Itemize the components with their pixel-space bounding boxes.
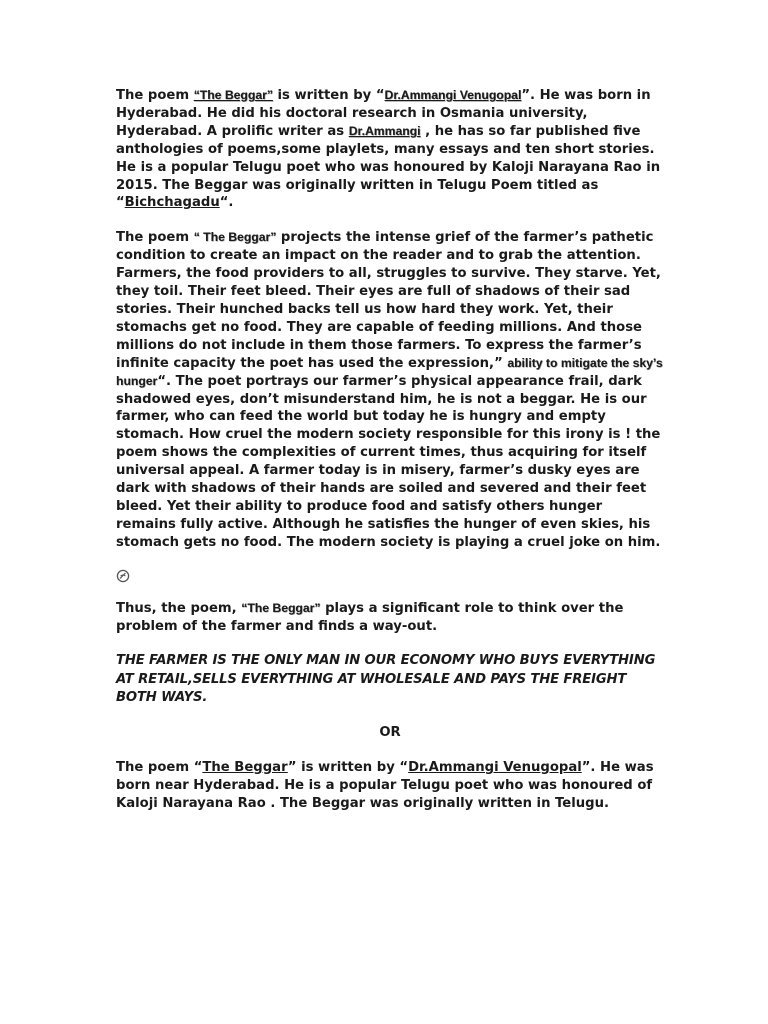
text-run: ”. He was born in Hyderabad. He did his doctoral research in Osmania university, Hyderabad. A prolific writer as — [116, 88, 651, 139]
document-page — [116, 87, 664, 813]
text-run: projects the intense grief of the farmer’s pathetic condition to create an impact on the reader and to grab the attention. Farmers, the food providers to all, struggles to survive. They starve. Yet, they toil. Their feet bleed. Their eyes are full of shadows of their sad stories. Their hunched backs tell us how hard they work. Yet, their stomachs get no food. They are capable of feeding millions. And those millions do not include in them those farmers. To express the farmer’s infinite capacity the poet has used the expression,” — [116, 230, 661, 371]
poem-title: “The Beggar” — [241, 600, 321, 615]
poem-title: “The Beggar” — [193, 88, 273, 102]
text-run: is written by “ — [272, 88, 385, 103]
text-run: The poem “ — [116, 759, 203, 775]
text-run: The poem — [116, 230, 194, 246]
broken-image-icon — [116, 569, 130, 583]
or-separator: OR — [379, 724, 401, 740]
text-run: ”. He was born near Hyderabad. He is a popular Telugu poet who was honoured of Kaloji Narayana Rao . The Beggar was originally written in Telugu. — [116, 759, 654, 811]
text-run: ” is written by “ — [287, 759, 409, 775]
poem-title: “ The Beggar” — [193, 230, 277, 245]
paragraph-intro — [116, 87, 664, 212]
icon-row — [116, 568, 664, 586]
paragraph-alternate — [116, 759, 664, 813]
text-run: plays a significant role to think over the problem of the farmer and finds a way-out. — [116, 600, 624, 634]
text-run: , he has so far published five anthologies of poems,some playlets, many essays and ten short stories. He is a popular Telugu poet who was honoured by Kaloji Narayana Rao in 2015. The Beggar was originally written in Telugu Poem titled as “ — [116, 123, 661, 211]
paragraph-analysis — [116, 229, 664, 551]
author-short-name: Dr.Ammangi — [348, 123, 421, 138]
text-run: The poem — [116, 88, 194, 103]
text-run: Thus, the poem, — [116, 600, 242, 616]
poem-title: The Beggar — [202, 759, 288, 775]
farmer-quote: THE FARMER IS THE ONLY MAN IN OUR ECONOMY WHO BUYS EVERYTHING AT RETAIL,SELLS EVERYTHING AT WHOLESALE AND PAYS THE FREIGHT BOTH WAYS. — [116, 653, 656, 706]
telugu-title: Bichchagadu — [124, 195, 220, 211]
key-expression: ability to mitigate the sky’s hunger — [116, 355, 663, 388]
text-run: “. — [219, 195, 234, 211]
text-run: “. The poet portrays our farmer’s physical appearance frail, dark shadowed eyes, don’t misunderstand him, he is not a beggar. He is our farmer, who can feed the world but today he is hungry and empty stomach. How cruel the modern society responsible for this irony is ! the poem shows the complexities of current times, thus acquiring for itself universal appeal. A farmer today is in misery, farmer’s dusky eyes are dark with shadows of their hands are soiled and severed and their feet bleed. Yet their ability to produce food and satisfy others hunger remains fully active. Although he satisfies the hunger of even skies, his stomach gets no food. The modern society is playing a cruel joke on him. — [116, 373, 661, 550]
paragraph-conclusion — [116, 600, 664, 636]
author-name: Dr.Ammangi Venugopal — [384, 88, 522, 102]
author-name: Dr.Ammangi Venugopal — [408, 759, 582, 775]
